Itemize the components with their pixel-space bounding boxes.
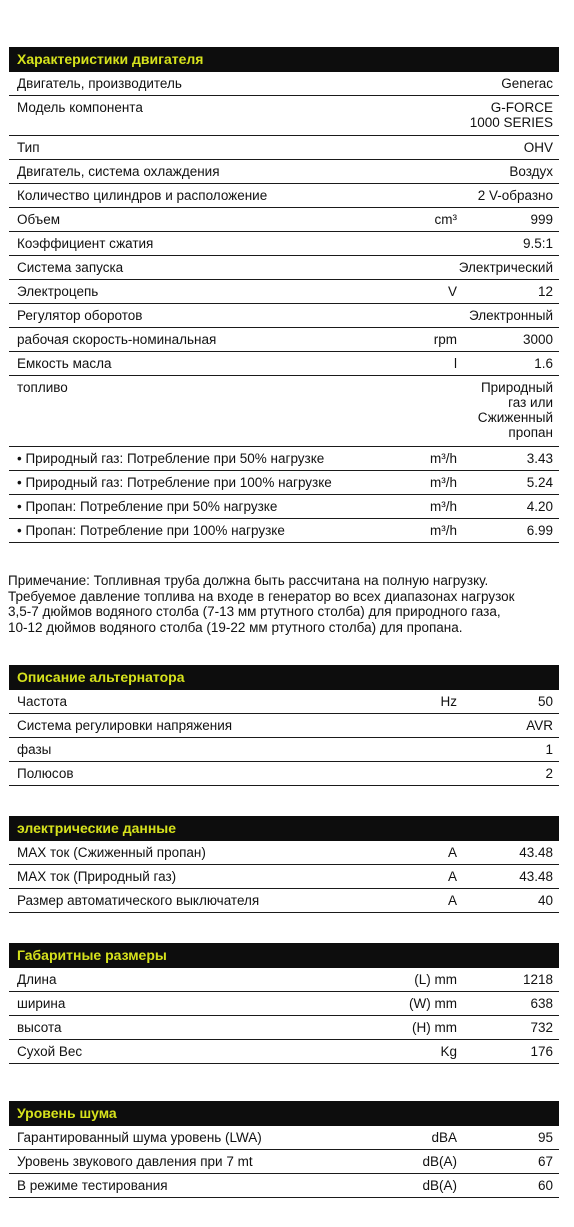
spec-value: 43.48 xyxy=(519,869,553,884)
spec-row xyxy=(9,762,559,786)
spec-label: Длина xyxy=(17,972,57,987)
spec-value: G-FORCE 1000 SERIES xyxy=(469,100,553,130)
spec-unit: Kg xyxy=(440,1044,457,1059)
spec-row xyxy=(9,376,559,447)
spec-label: Двигатель, система охлаждения xyxy=(17,164,220,179)
spec-label: Коэффициент сжатия xyxy=(17,236,154,251)
spec-unit: (H) mm xyxy=(412,1020,457,1035)
spec-label: Количество цилиндров и расположение xyxy=(17,188,268,203)
spec-label: MAX ток (Сжиженный пропан) xyxy=(17,845,206,860)
spec-unit: A xyxy=(447,893,457,908)
section-header: Описание альтернатора xyxy=(9,665,559,690)
spec-label: Объем xyxy=(17,212,61,227)
noise-section xyxy=(9,1101,559,1198)
note-line: Требуемое давление топлива на входе в генератор во всех диапазонах нагрузок xyxy=(8,588,515,604)
spec-row xyxy=(9,72,559,96)
spec-unit: m³/h xyxy=(430,475,457,490)
spec-row xyxy=(9,304,559,328)
spec-label: Полюсов xyxy=(17,766,74,781)
spec-label: • Природный газ: Потребление при 50% нагрузке xyxy=(17,451,325,466)
spec-value: 50 xyxy=(537,694,553,709)
spec-value: 999 xyxy=(530,212,553,227)
spec-value: 732 xyxy=(530,1020,553,1035)
spec-row xyxy=(9,992,559,1016)
spec-value: 40 xyxy=(537,893,553,908)
spec-value: 9.5:1 xyxy=(522,236,553,251)
spec-row xyxy=(9,232,559,256)
spec-unit: m³/h xyxy=(430,523,457,538)
alternator-rows xyxy=(9,690,559,786)
spec-label: ширина xyxy=(17,996,66,1011)
spec-label: Сухой Вес xyxy=(17,1044,83,1059)
spec-row xyxy=(9,256,559,280)
spec-row xyxy=(9,447,559,471)
spec-row xyxy=(9,136,559,160)
noise-rows xyxy=(9,1126,559,1198)
spec-value: 3000 xyxy=(522,332,553,347)
spec-row xyxy=(9,1016,559,1040)
spec-unit: V xyxy=(447,284,457,299)
section-header: электрические данные xyxy=(9,816,559,841)
spec-unit: rpm xyxy=(433,332,457,347)
spec-value: Воздух xyxy=(509,164,553,179)
alternator-section xyxy=(9,665,559,786)
dimensions-rows xyxy=(9,968,559,1064)
spec-row xyxy=(9,865,559,889)
spec-value: 95 xyxy=(537,1130,553,1145)
spec-unit: (L) mm xyxy=(414,972,457,987)
spec-unit: A xyxy=(447,869,457,884)
spec-unit: dB(A) xyxy=(422,1154,457,1169)
spec-label: Регулятор оборотов xyxy=(17,308,143,323)
spec-row xyxy=(9,1150,559,1174)
spec-row xyxy=(9,519,559,543)
engine-section xyxy=(9,47,559,543)
spec-row xyxy=(9,1174,559,1198)
spec-row xyxy=(9,841,559,865)
spec-value: OHV xyxy=(523,140,553,155)
spec-label: • Пропан: Потребление при 50% нагрузке xyxy=(17,499,278,514)
note-line: Примечание: Топливная труба должна быть рассчитана на полную нагрузку. xyxy=(8,573,489,588)
spec-label: рабочая скорость-номинальная xyxy=(17,332,217,347)
spec-row xyxy=(9,1126,559,1150)
engine-rows xyxy=(9,72,559,543)
spec-row xyxy=(9,352,559,376)
spec-value: 60 xyxy=(537,1178,553,1193)
spec-row xyxy=(9,328,559,352)
spec-value: 2 V-образно xyxy=(477,188,553,203)
spec-label: Тип xyxy=(17,140,40,155)
spec-value: Generac xyxy=(501,76,553,91)
spec-value: Электронный xyxy=(468,308,553,323)
spec-unit: dB(A) xyxy=(422,1178,457,1193)
spec-value: 1.6 xyxy=(534,356,553,371)
spec-row xyxy=(9,714,559,738)
spec-label: Емкость масла xyxy=(17,356,112,371)
spec-label: Гарантированный шума уровень (LWA) xyxy=(17,1130,262,1145)
spec-row xyxy=(9,968,559,992)
spec-unit: cm³ xyxy=(434,212,457,227)
fuel-note xyxy=(8,573,568,635)
spec-value: 67 xyxy=(537,1154,553,1169)
spec-label: Модель компонента xyxy=(17,100,143,115)
section-header: Уровень шума xyxy=(9,1101,559,1126)
spec-unit: Hz xyxy=(440,694,457,709)
spec-unit: (W) mm xyxy=(409,996,457,1011)
spec-value: AVR xyxy=(526,718,553,733)
electrical-rows xyxy=(9,841,559,913)
section-header: Габаритные размеры xyxy=(9,943,559,968)
spec-value: 1218 xyxy=(522,972,553,987)
spec-row xyxy=(9,889,559,913)
spec-value: 43.48 xyxy=(519,845,553,860)
spec-row xyxy=(9,690,559,714)
spec-row xyxy=(9,280,559,304)
spec-row xyxy=(9,96,559,136)
spec-value: 638 xyxy=(530,996,553,1011)
spec-value: Природный газ или Сжиженный пропан xyxy=(477,380,553,440)
spec-label: фазы xyxy=(17,742,52,757)
spec-label: MAX ток (Природный газ) xyxy=(17,869,177,884)
spec-unit: m³/h xyxy=(430,499,457,514)
spec-value: 2 xyxy=(545,766,553,781)
spec-label: Уровень звукового давления при 7 mt xyxy=(17,1154,253,1169)
note-line: 10-12 дюймов водяного столба (19-22 мм ртутного столба) для пропана. xyxy=(8,619,463,635)
note-line: 3,5-7 дюймов водяного столба (7-13 мм ртутного столба) для природного газа, xyxy=(8,604,501,619)
spec-label: В режиме тестирования xyxy=(17,1178,168,1193)
spec-value: 176 xyxy=(530,1044,553,1059)
spec-label: высота xyxy=(17,1020,62,1035)
spec-label: Частота xyxy=(17,694,68,709)
spec-row xyxy=(9,160,559,184)
spec-unit: l xyxy=(454,356,457,371)
spec-label: Электроцепь xyxy=(17,284,99,299)
spec-label: топливо xyxy=(17,380,68,395)
spec-label: Система регулировки напряжения xyxy=(17,718,233,733)
spec-value: Электрический xyxy=(458,260,553,275)
spec-value: 4.20 xyxy=(526,499,553,514)
spec-value: 12 xyxy=(537,284,553,299)
spec-row xyxy=(9,1040,559,1064)
spec-row xyxy=(9,471,559,495)
spec-row xyxy=(9,208,559,232)
spec-label: Система запуска xyxy=(17,260,124,275)
spec-label: Двигатель, производитель xyxy=(17,76,182,91)
spec-label: • Пропан: Потребление при 100% нагрузке xyxy=(17,523,285,538)
spec-value: 5.24 xyxy=(526,475,553,490)
spec-label: Размер автоматического выключателя xyxy=(17,893,260,908)
electrical-section xyxy=(9,816,559,913)
spec-unit: dBA xyxy=(431,1130,457,1145)
section-header: Характеристики двигателя xyxy=(9,47,559,72)
spec-row xyxy=(9,738,559,762)
spec-value: 3.43 xyxy=(526,451,553,466)
dimensions-section xyxy=(9,943,559,1064)
spec-row xyxy=(9,184,559,208)
spec-value: 6.99 xyxy=(526,523,553,538)
spec-row xyxy=(9,495,559,519)
spec-unit: A xyxy=(447,845,457,860)
spec-label: • Природный газ: Потребление при 100% нагрузке xyxy=(17,475,332,490)
spec-unit: m³/h xyxy=(430,451,457,466)
spec-value: 1 xyxy=(545,742,553,757)
